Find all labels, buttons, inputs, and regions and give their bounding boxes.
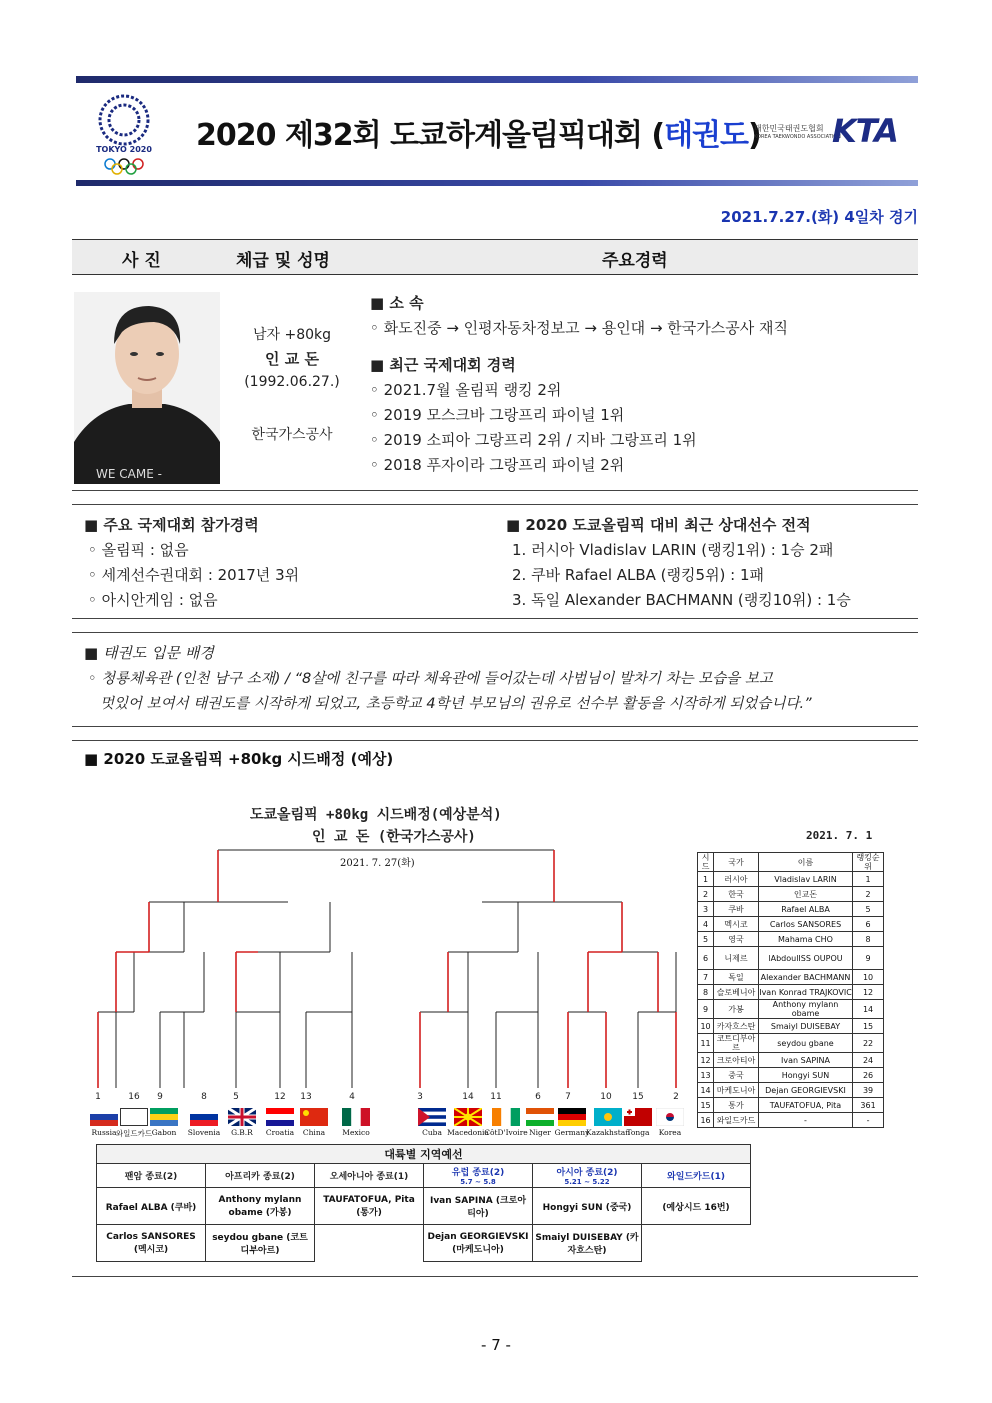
country-name: Korea (658, 1128, 682, 1137)
seed-table-cell: 3 (698, 902, 714, 917)
seed-table-cell: Smaiyl DUISEBAY (758, 1019, 852, 1034)
seed-table-cell: 크로아티아 (714, 1053, 759, 1068)
athlete-birth: (1992.06.27.) (244, 374, 340, 390)
tokyo-2020-logo (92, 92, 156, 176)
country-name: Gabon (151, 1128, 177, 1137)
page-title: 2020 제32회 도쿄하계올림픽대회 (태권도) (196, 118, 761, 153)
seed-table-cell: 러시아 (714, 872, 759, 887)
seed-table-cell: TAUFATOFUA, Pita (758, 1098, 852, 1113)
seed-section-title: ■ 2020 도쿄올림픽 +80kg 시드배정 (예상) (84, 750, 394, 768)
seed-table-row (698, 985, 884, 1000)
country-flag-niger (526, 1108, 554, 1137)
seed-table-row (698, 932, 884, 947)
country-flag-russia (90, 1108, 118, 1137)
seed-table-row (698, 1019, 884, 1034)
country-flag-kazakhstan (586, 1108, 631, 1137)
kta-logo: KTA (832, 112, 898, 150)
bracket-diagram (80, 840, 692, 1100)
continental-header-label: 아시아 종료(2) (556, 1168, 618, 1178)
opponent-item: 3. 독일 Alexander BACHMANN (랭킹10위) : 1승 (512, 591, 851, 609)
divider (72, 632, 918, 633)
divider (72, 618, 918, 619)
continental-header (424, 1164, 533, 1188)
background-title: ■ 태권도 입문 배경 (84, 644, 214, 662)
country-flag-gabon (150, 1108, 178, 1137)
header-weight-name: 체급 및 성명 (236, 251, 330, 271)
seed-table-cell: 12 (853, 985, 884, 1000)
seed-table-cell: - (853, 1113, 884, 1128)
continental-header (642, 1164, 751, 1188)
country-name: Russia (91, 1128, 117, 1137)
country-name: Germany (554, 1128, 590, 1137)
seed-table-cell: Ivan SAPINA (758, 1053, 852, 1068)
country-flag-gbr (228, 1108, 256, 1137)
seed-table-row (698, 887, 884, 902)
country-flag-cuba (418, 1108, 446, 1137)
continental-title: 대륙별 지역예선 (97, 1145, 751, 1164)
seed-table-cell: 중국 (714, 1068, 759, 1083)
seed-table-cell: 7 (698, 970, 714, 985)
country-name: Kazakhstan (586, 1128, 631, 1137)
intl-career-item: ◦ 2021.7월 올림픽 랭킹 2위 (370, 381, 562, 399)
bracket-date-center: 2021. 7. 27(화) (340, 858, 415, 869)
header-bottom-bar (76, 180, 918, 186)
seed-table-cell: 통가 (714, 1098, 759, 1113)
continental-cell: Anthony mylann obame (가봉) (206, 1188, 315, 1225)
seed-table-cell: 361 (853, 1098, 884, 1113)
seed-table-header: 랭킹순위 (853, 853, 884, 872)
seed-table-cell: 5 (698, 932, 714, 947)
seed-table-cell: Anthony mylann obame (758, 1000, 852, 1019)
seed-table-row (698, 1098, 884, 1113)
page-number: - 7 - (481, 1336, 511, 1354)
seed-table-cell: Vladislav LARIN (758, 872, 852, 887)
opponents-title: ■ 2020 도쿄올림픽 대비 최근 상대선수 전적 (506, 516, 811, 534)
continental-cell: Hongyi SUN (중국) (533, 1188, 642, 1225)
intl-career-item: ◦ 2019 모스크바 그랑프리 파이널 1위 (370, 406, 625, 424)
continental-header-label: 아프리카 종료(2) (225, 1172, 295, 1182)
continental-cell: Dejan GEORGIEVSKI (마케도니아) (424, 1225, 533, 1262)
seed-table-cell: 15 (853, 1019, 884, 1034)
seed-table-cell: 16 (698, 1113, 714, 1128)
seed-table-cell: 15 (698, 1098, 714, 1113)
seed-table-cell: 니제르 (714, 947, 759, 970)
seed-table-cell: seydou gbane (758, 1034, 852, 1053)
country-flag-tonga (624, 1108, 652, 1137)
seed-number: 3 (417, 1092, 423, 1100)
athlete-photo (74, 292, 220, 484)
country-name: China (302, 1128, 326, 1137)
continental-header (533, 1164, 642, 1188)
seed-table-row (698, 1053, 884, 1068)
continental-table (96, 1144, 751, 1262)
seed-table-cell: Mahama CHO (758, 932, 852, 947)
country-name: G.B.R (231, 1128, 253, 1137)
seed-table-row (698, 947, 884, 970)
country-flag-croatia (265, 1108, 295, 1137)
divider (72, 274, 918, 275)
seed-table-cell: 10 (698, 1019, 714, 1034)
seed-table-cell: 39 (853, 1083, 884, 1098)
seed-table-cell: Alexander BACHMANN (758, 970, 852, 985)
seed-table-cell: Dejan GEORGIEVSKI (758, 1083, 852, 1098)
divider (72, 726, 918, 727)
seed-table-cell: 13 (698, 1068, 714, 1083)
table-header-bg (72, 240, 918, 274)
country-flag-china (300, 1108, 328, 1137)
continental-cell (315, 1225, 424, 1262)
continental-cell: seydou gbane (코트디부아르) (206, 1225, 315, 1262)
country-name: Croatia (265, 1128, 295, 1137)
country-name: Cuba (422, 1128, 442, 1137)
divider (72, 490, 918, 491)
seed-table-cell: 인교돈 (758, 887, 852, 902)
flag-row (88, 1108, 688, 1142)
seed-table-cell: 한국 (714, 887, 759, 902)
header-career: 주요경력 (602, 251, 668, 271)
seed-number: 9 (157, 1092, 163, 1100)
seed-table-cell: 24 (853, 1053, 884, 1068)
seed-number: 14 (462, 1092, 474, 1100)
seed-number: 8 (201, 1092, 207, 1100)
major-intl-title: ■ 주요 국제대회 참가경력 (84, 516, 259, 534)
seed-table-header: 국가 (714, 853, 759, 872)
seed-number: 13 (300, 1092, 312, 1100)
country-flag-macedonia (447, 1108, 489, 1137)
seed-table (697, 852, 884, 1128)
seed-number: 4 (349, 1092, 355, 1100)
kta-org-name: 대한민국태권도협회 KOREA TAEKWONDO ASSOCIATION (754, 124, 841, 140)
intl-career-item: ◦ 2018 푸자이라 그랑프리 파이널 2위 (370, 456, 625, 474)
seed-table-row (698, 1113, 884, 1128)
divider (72, 239, 918, 240)
continental-header-label: 팬암 종료(2) (124, 1172, 178, 1182)
seed-table-cell: 독일 (714, 970, 759, 985)
country-name: Macedonia (447, 1128, 489, 1137)
seed-table-cell: 6 (853, 917, 884, 932)
seed-number: 15 (632, 1092, 644, 1100)
country-name: Tonga (626, 1128, 650, 1137)
continental-cell: Carlos SANSORES (멕시코) (97, 1225, 206, 1262)
bracket-date-right: 2021. 7. 1 (806, 829, 873, 842)
country-flag-slovenia (187, 1108, 221, 1137)
seed-table-cell: 8 (698, 985, 714, 1000)
seed-table-cell: 9 (698, 1000, 714, 1019)
seed-number: 6 (535, 1092, 541, 1100)
athlete-name: 인 교 돈 (265, 350, 319, 368)
seed-table-cell: 영국 (714, 932, 759, 947)
seed-table-cell: Carlos SANSORES (758, 917, 852, 932)
seed-table-cell: 가봉 (714, 1000, 759, 1019)
seed-table-header: 이름 (758, 853, 852, 872)
seed-number: 10 (600, 1092, 612, 1100)
continental-cell: Rafael ALBA (쿠바) (97, 1188, 206, 1225)
seed-table-cell: 1 (698, 872, 714, 887)
opponent-item: 1. 러시아 Vladislav LARIN (랭킹1위) : 1승 2패 (512, 541, 834, 559)
seed-table-row (698, 1034, 884, 1053)
seed-table-row (698, 970, 884, 985)
country-flag-germany (554, 1108, 590, 1137)
seed-number: 2 (673, 1092, 679, 1100)
seed-table-cell: 8 (853, 932, 884, 947)
bracket-subtitle: 인 교 돈 (한국가스공사) (312, 829, 476, 845)
continental-cell: (예상시드 16번) (642, 1188, 751, 1225)
country-flag- (115, 1108, 153, 1138)
continental-cell (642, 1225, 751, 1262)
major-intl-item: ◦ 올림픽 : 없음 (88, 541, 189, 559)
country-name: CôtD'Ivoire (484, 1128, 528, 1137)
country-flag-mexico (342, 1108, 370, 1137)
seed-table-row (698, 1083, 884, 1098)
seed-number: 11 (490, 1092, 502, 1100)
background-line2: 멋있어 보여서 태권도를 시작하게 되었고, 초등학교 4학년 부모님의 권유로 선수부 활동을 시작하게 되었습니다.” (100, 696, 812, 712)
country-name: 와일드카드 (115, 1129, 153, 1138)
seed-table-cell: 10 (853, 970, 884, 985)
divider (72, 504, 918, 505)
seed-table-cell: 마케도니아 (714, 1083, 759, 1098)
athlete-weight: 남자 +80kg (252, 327, 332, 343)
seed-table-header: 시드 (698, 853, 714, 872)
seed-table-row (698, 917, 884, 932)
seed-table-cell: 와일드카드 (714, 1113, 759, 1128)
seed-table-cell: 쿠바 (714, 902, 759, 917)
divider (72, 740, 918, 741)
tokyo-logo-text: TOKYO 2020 (96, 145, 152, 154)
seed-table-cell: 14 (698, 1083, 714, 1098)
athlete-team: 한국가스공사 (251, 427, 333, 443)
header-photo: 사 진 (122, 251, 161, 271)
continental-header (97, 1164, 206, 1188)
seed-table-cell: 2 (698, 887, 714, 902)
country-name: Mexico (342, 1128, 370, 1137)
seed-table-row (698, 1068, 884, 1083)
seed-table-cell: 26 (853, 1068, 884, 1083)
seed-table-cell: 12 (698, 1053, 714, 1068)
background-line1: ◦ 청룡체육관 (인천 남구 소재) / “8살에 친구를 따라 체육관에 들어갔는데 사범님이 발차기 차는 모습을 보고 (88, 671, 773, 687)
seed-table-cell: lAbdoulISS OUPOU (758, 947, 852, 970)
seed-number: 7 (565, 1092, 571, 1100)
seed-number: 1 (95, 1092, 101, 1100)
seed-table-cell: - (758, 1113, 852, 1128)
seed-table-cell: 1 (853, 872, 884, 887)
seed-table-cell: 5 (853, 902, 884, 917)
seed-number: 12 (274, 1092, 286, 1100)
continental-cell: Smaiyl DUISEBAY (카자흐스탄) (533, 1225, 642, 1262)
intl-career-title: ■ 최근 국제대회 경력 (370, 356, 516, 374)
seed-table-cell: 코트디부아르 (714, 1034, 759, 1053)
seed-table-cell: 카자흐스탄 (714, 1019, 759, 1034)
seed-table-cell: Hongyi SUN (758, 1068, 852, 1083)
seed-number: 16 (128, 1092, 140, 1100)
major-intl-item: ◦ 세계선수권대회 : 2017년 3위 (88, 566, 300, 584)
seed-table-cell: 4 (698, 917, 714, 932)
continental-header-date: 5.21 ~ 5.22 (564, 1178, 610, 1186)
continental-header (315, 1164, 424, 1188)
seed-table-cell: 멕시코 (714, 917, 759, 932)
country-name: Slovenia (187, 1128, 221, 1137)
continental-header-label: 와일드카드(1) (667, 1172, 725, 1182)
match-date: 2021.7.27.(화) 4일차 경기 (720, 208, 918, 226)
country-name: Niger (529, 1128, 551, 1137)
divider (72, 1276, 918, 1277)
seed-table-cell: 9 (853, 947, 884, 970)
seed-table-row (698, 872, 884, 887)
seed-table-row (698, 1000, 884, 1019)
continental-header-label: 유럽 종료(2) (451, 1168, 505, 1178)
header-top-bar (76, 76, 918, 83)
continental-header (206, 1164, 315, 1188)
country-flag-korea (656, 1108, 684, 1137)
seed-table-cell: Rafael ALBA (758, 902, 852, 917)
continental-cell: TAUFATOFUA, Pita (통가) (315, 1188, 424, 1225)
seed-table-cell: 11 (698, 1034, 714, 1053)
seed-number: 5 (233, 1092, 239, 1100)
seed-table-row (698, 902, 884, 917)
seed-table-cell: 슬로베니아 (714, 985, 759, 1000)
intl-career-item: ◦ 2019 소피아 그랑프리 2위 / 지바 그랑프리 1위 (370, 431, 697, 449)
affiliation-title: ■ 소 속 (370, 294, 424, 312)
continental-cell: Ivan SAPINA (크로아티아) (424, 1188, 533, 1225)
seed-table-cell: 6 (698, 947, 714, 970)
country-flag-ctdivoire (484, 1108, 528, 1137)
affiliation-text: ◦ 화도진중 → 인평자동차정보고 → 용인대 → 한국가스공사 재직 (370, 319, 788, 337)
continental-header-date: 5.7 ~ 5.8 (460, 1178, 496, 1186)
seed-table-cell: 2 (853, 887, 884, 902)
opponent-item: 2. 쿠바 Rafael ALBA (랭킹5위) : 1패 (512, 566, 765, 584)
bracket-title: 도쿄올림픽 +80kg 시드배정(예상분석) (250, 807, 502, 823)
continental-header-label: 오세아니아 종료(1) (329, 1172, 409, 1182)
seed-table-cell: 22 (853, 1034, 884, 1053)
major-intl-item: ◦ 아시안게임 : 없음 (88, 591, 218, 609)
photo-shirt-text: WE CAME - (96, 467, 162, 481)
seed-table-cell: 14 (853, 1000, 884, 1019)
seed-table-cell: Ivan Konrad TRAJKOVIC (758, 985, 852, 1000)
